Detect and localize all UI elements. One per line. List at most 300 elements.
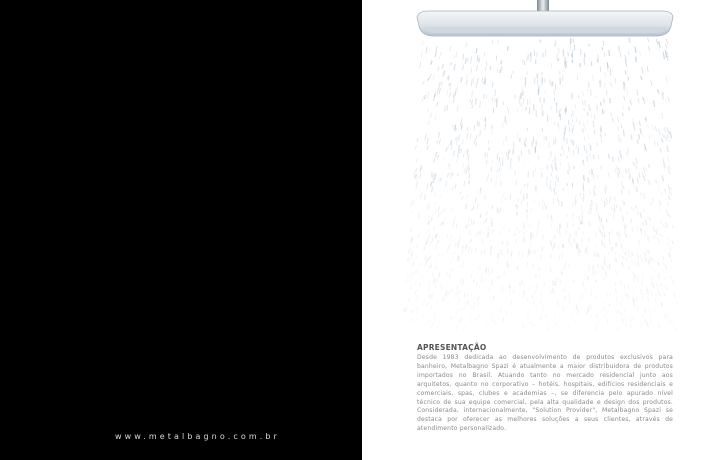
water-drop — [479, 59, 480, 62]
water-drop — [486, 212, 487, 215]
water-drop — [612, 157, 613, 162]
water-drop — [672, 280, 673, 284]
water-drop — [647, 125, 648, 127]
water-drop — [437, 103, 438, 106]
water-drop — [593, 121, 594, 127]
water-drop — [478, 266, 479, 270]
water-drop — [449, 274, 450, 277]
water-drop — [640, 255, 641, 259]
water-drop — [618, 157, 619, 162]
water-drop — [466, 204, 467, 208]
water-drop — [642, 260, 643, 262]
water-drop — [485, 195, 486, 199]
water-drop — [469, 229, 470, 233]
water-drop — [588, 270, 589, 272]
water-drop — [604, 202, 605, 207]
water-drop — [502, 289, 503, 291]
water-drop — [603, 41, 604, 46]
water-drop — [631, 320, 632, 323]
water-drop — [427, 92, 428, 98]
water-drop — [410, 229, 411, 232]
water-drop — [661, 294, 662, 297]
water-drop — [624, 96, 625, 100]
water-drop — [452, 207, 453, 211]
water-drop — [440, 224, 441, 227]
water-drop — [467, 154, 468, 158]
water-drop — [655, 236, 656, 238]
water-drop — [490, 229, 491, 232]
water-drop — [434, 159, 435, 162]
water-drop — [611, 229, 612, 233]
water-drop — [471, 194, 472, 196]
presentation-text: Desde 1983 dedicada ao desenvolvimento de produtos exclusivos para banheiro, Metalbagno Spazi é atualmente a maior distribuidora de produtos importados no Brasil. Atuando tanto no mercado residencial junto aos arquitetos, quanto no corporativo – hotéis, hospitais, edifícios residenciais e comerciais, spas, clubes e academias –, se diferencia pelo apurado nível técnico de sua equipe comercial, pela alta qualidade e design dos produtos. Considerada, internacionalmente, "Solution Provider", Metalbagno Spazi se destaca por oferecer as melhores soluções a seus clientes, através de atendimento personalizado. — [417, 354, 673, 433]
water-drop — [449, 164, 450, 169]
water-drop — [668, 238, 669, 241]
water-drop — [439, 88, 440, 93]
water-drop — [462, 196, 463, 200]
water-drop — [496, 183, 497, 185]
water-drop — [665, 277, 666, 279]
water-drop — [669, 195, 670, 199]
water-drop — [465, 302, 466, 306]
water-drop — [457, 286, 458, 290]
water-drop — [672, 241, 673, 244]
water-drop — [428, 202, 429, 207]
water-drop — [438, 241, 439, 243]
water-drop — [599, 227, 600, 231]
water-drop — [611, 113, 612, 115]
water-drop — [485, 67, 486, 71]
water-drop — [638, 262, 639, 267]
water-drop — [459, 135, 460, 140]
water-drop — [645, 253, 646, 256]
water-drop — [616, 271, 617, 274]
water-drop — [452, 124, 453, 128]
water-drop — [413, 173, 414, 176]
water-drop — [642, 282, 643, 286]
water-drop — [663, 262, 664, 266]
water-drop — [465, 225, 466, 227]
water-drop — [671, 260, 672, 263]
water-drop — [500, 231, 501, 234]
water-drop — [477, 78, 478, 83]
water-drop — [466, 225, 467, 228]
water-drop — [452, 289, 453, 292]
water-drop — [464, 307, 465, 309]
water-drop — [420, 174, 421, 178]
water-drop — [663, 52, 664, 58]
water-drop — [440, 53, 441, 56]
water-drop — [437, 88, 438, 94]
water-drop — [411, 285, 412, 289]
water-drop — [476, 49, 477, 53]
water-drop — [416, 159, 417, 162]
water-drop — [460, 279, 461, 283]
water-drop — [630, 255, 631, 257]
water-drop — [456, 138, 457, 140]
water-drop — [415, 146, 416, 149]
water-drop — [633, 162, 634, 165]
water-drop — [656, 39, 657, 44]
water-drop — [417, 244, 418, 248]
water-drop — [598, 319, 599, 322]
water-drop — [477, 56, 478, 60]
water-drop — [444, 107, 445, 112]
water-drop — [492, 40, 493, 44]
water-drop — [435, 210, 436, 213]
water-drop — [461, 118, 462, 120]
water-drop — [429, 235, 430, 239]
water-drop — [655, 294, 656, 296]
water-drop — [669, 244, 670, 247]
water-drop — [497, 154, 498, 160]
water-drop — [633, 303, 634, 306]
water-drop — [432, 238, 433, 243]
water-drop — [428, 321, 429, 323]
water-drop — [670, 132, 671, 138]
water-drop — [486, 95, 487, 98]
water-drop — [604, 314, 605, 316]
water-drop — [620, 139, 621, 142]
water-drop — [470, 134, 471, 140]
water-drop — [645, 231, 646, 236]
water-drop — [593, 75, 594, 80]
water-drop — [654, 101, 655, 107]
water-drop — [448, 145, 449, 149]
water-drop — [455, 217, 456, 221]
water-drop — [499, 275, 500, 278]
water-drop — [668, 320, 669, 323]
water-drop — [655, 298, 656, 302]
water-drop — [457, 106, 458, 111]
water-drop — [641, 313, 642, 317]
water-drop — [456, 310, 457, 314]
water-drop — [477, 135, 478, 138]
water-drop — [596, 255, 597, 257]
water-drop — [628, 169, 629, 172]
water-drop — [439, 57, 440, 60]
water-drop — [429, 283, 430, 287]
water-drop — [602, 48, 603, 50]
water-drop — [588, 263, 589, 267]
water-drop — [640, 51, 641, 56]
water-drop — [614, 205, 615, 207]
water-drop — [428, 122, 429, 125]
water-drop — [492, 130, 493, 134]
water-drop — [651, 283, 652, 285]
water-drop — [501, 308, 502, 312]
water-drop — [497, 99, 498, 102]
water-drop — [461, 77, 462, 81]
water-drop — [666, 138, 667, 141]
water-drop — [615, 198, 616, 201]
water-drop — [461, 308, 462, 311]
water-drop — [601, 134, 602, 137]
water-drop — [421, 276, 422, 278]
water-drop — [625, 324, 626, 326]
water-drop — [482, 279, 483, 282]
water-drop — [604, 261, 605, 265]
water-drop — [457, 326, 458, 328]
water-drop — [435, 52, 436, 57]
water-drop — [424, 95, 425, 99]
water-drop — [473, 221, 474, 224]
water-drop — [591, 62, 592, 66]
water-drop — [653, 236, 654, 238]
water-drop — [615, 169, 616, 173]
water-drop — [610, 293, 611, 296]
water-drop — [626, 258, 627, 260]
water-drop — [474, 280, 475, 283]
water-drop — [447, 234, 448, 237]
water-drop — [491, 246, 492, 250]
water-drop — [623, 187, 624, 189]
water-drop — [492, 223, 493, 226]
water-drop — [606, 273, 607, 276]
water-drop — [488, 269, 489, 273]
water-drop — [448, 246, 449, 249]
water-drop — [597, 60, 598, 63]
water-drop — [601, 126, 602, 132]
water-drop — [633, 185, 634, 187]
water-drop — [651, 291, 652, 294]
water-drop — [412, 274, 413, 277]
water-drop — [660, 201, 661, 205]
water-drop — [616, 243, 617, 246]
water-drop — [675, 328, 676, 330]
water-drop — [662, 134, 663, 137]
water-drop — [501, 249, 502, 253]
water-drop — [661, 221, 662, 224]
water-drop — [636, 159, 637, 164]
water-drop — [431, 61, 432, 64]
water-drop — [666, 77, 667, 83]
water-drop — [473, 206, 474, 209]
water-drop — [491, 178, 492, 182]
water-drop — [452, 257, 453, 260]
water-drop — [443, 158, 444, 161]
water-drop — [597, 314, 598, 318]
water-drop — [420, 198, 421, 201]
water-drop — [476, 248, 477, 252]
water-drop — [471, 305, 472, 308]
water-drop — [441, 306, 442, 309]
water-drop — [610, 69, 611, 75]
water-drop — [629, 266, 630, 269]
water-drop — [659, 50, 660, 52]
water-drop — [463, 164, 464, 169]
water-drop — [437, 302, 438, 305]
water-drop — [636, 165, 637, 169]
water-drop — [629, 277, 630, 279]
water-drop — [644, 167, 645, 173]
water-drop — [462, 266, 463, 268]
water-drop — [495, 99, 496, 103]
water-drop — [668, 167, 669, 170]
water-drop — [659, 272, 660, 275]
water-drop — [438, 207, 439, 211]
water-drop — [654, 270, 655, 272]
water-drop — [605, 72, 606, 77]
water-drop — [461, 318, 462, 322]
water-drop — [437, 326, 438, 329]
water-drop — [417, 177, 418, 181]
water-drop — [624, 285, 625, 289]
water-drop — [470, 233, 471, 235]
water-drop — [493, 108, 494, 112]
water-drop — [593, 174, 594, 179]
water-drop — [406, 280, 407, 284]
water-drop — [477, 204, 478, 209]
water-drop — [497, 170, 498, 173]
water-drop — [421, 193, 422, 197]
water-drop — [642, 67, 643, 73]
water-drop — [471, 249, 472, 254]
water-drop — [664, 135, 665, 137]
water-drop — [590, 224, 591, 227]
water-drop — [460, 121, 461, 125]
water-drop — [467, 194, 468, 199]
water-drop — [427, 183, 428, 188]
water-drop — [619, 231, 620, 236]
water-drop — [418, 213, 419, 218]
water-drop — [634, 208, 635, 212]
water-drop — [430, 242, 431, 246]
water-drop — [636, 298, 637, 301]
water-drop — [632, 315, 633, 318]
water-drop — [629, 38, 630, 42]
water-drop — [601, 167, 602, 170]
water-drop — [631, 219, 632, 222]
water-drop — [463, 54, 464, 60]
water-drop — [415, 280, 416, 284]
water-drop — [642, 277, 643, 279]
water-drop — [467, 294, 468, 297]
water-drop — [615, 281, 616, 285]
water-drop — [436, 153, 437, 157]
water-drop — [459, 308, 460, 312]
water-drop — [423, 315, 424, 319]
water-drop — [651, 257, 652, 260]
water-drop — [430, 256, 431, 259]
water-drop — [487, 178, 488, 181]
water-drop — [670, 247, 671, 251]
water-drop — [604, 53, 605, 57]
water-drop — [447, 174, 448, 177]
water-drop — [627, 153, 628, 156]
water-drop — [630, 173, 631, 178]
water-drop — [620, 151, 621, 156]
water-drop — [486, 321, 487, 324]
water-drop — [437, 279, 438, 283]
water-drop — [643, 97, 644, 99]
water-drop — [472, 100, 473, 105]
water-drop — [616, 302, 617, 305]
water-drop — [616, 258, 617, 262]
water-drop — [667, 157, 668, 161]
water-drop — [456, 139, 457, 145]
water-drop — [496, 177, 497, 182]
water-drop — [425, 256, 426, 260]
water-drop — [666, 210, 667, 215]
water-drop — [646, 220, 647, 225]
water-drop — [591, 293, 592, 296]
water-drop — [602, 241, 603, 245]
water-drop — [626, 59, 627, 66]
water-drop — [476, 197, 477, 201]
water-drop — [464, 169, 465, 172]
water-drop — [663, 256, 664, 260]
water-drop — [663, 270, 664, 272]
water-drop — [659, 291, 660, 295]
water-drop — [459, 299, 460, 302]
water-drop — [604, 278, 605, 280]
water-drop — [485, 153, 486, 157]
section-title: APRESENTAÇÃO — [417, 343, 487, 352]
water-drop — [662, 94, 663, 99]
water-drop — [598, 155, 599, 159]
water-drop — [456, 223, 457, 228]
water-drop — [475, 139, 476, 144]
water-drop — [610, 241, 611, 245]
water-drop — [431, 305, 432, 308]
water-drop — [622, 113, 623, 116]
water-drop — [615, 252, 616, 254]
water-drop — [605, 188, 606, 193]
water-drop — [448, 164, 449, 166]
water-drop — [425, 262, 426, 266]
water-drop — [626, 317, 627, 321]
water-drop — [590, 265, 591, 269]
water-drop — [591, 90, 592, 96]
water-drop — [612, 207, 613, 209]
water-drop — [485, 278, 486, 282]
water-drop — [609, 155, 610, 159]
water-drop — [659, 42, 660, 48]
water-drop — [466, 169, 467, 174]
water-drop — [454, 252, 455, 254]
water-drop — [470, 100, 471, 103]
water-drop — [411, 211, 412, 214]
water-drop — [628, 253, 629, 258]
water-drop — [431, 182, 432, 187]
water-drop — [634, 305, 635, 307]
water-drop — [651, 279, 652, 282]
water-drop — [621, 303, 622, 307]
water-drop — [607, 199, 608, 204]
water-drop — [493, 229, 494, 233]
water-drop — [469, 174, 470, 178]
water-drop — [474, 126, 475, 131]
water-drop — [409, 249, 410, 253]
water-drop — [673, 326, 674, 328]
water-drop — [629, 191, 630, 195]
water-drop — [476, 298, 477, 300]
water-drop — [610, 98, 611, 102]
water-drop — [604, 307, 605, 311]
water-drop — [467, 150, 468, 154]
water-drop — [492, 98, 493, 100]
website-url: www.metalbagno.com.br — [115, 432, 280, 441]
water-drop — [654, 141, 655, 145]
water-drop — [426, 47, 427, 52]
water-spray — [404, 38, 677, 332]
water-drop — [447, 106, 448, 111]
water-drop — [488, 141, 489, 144]
water-drop — [494, 320, 495, 323]
water-drop — [607, 267, 608, 269]
water-drop — [610, 197, 611, 201]
